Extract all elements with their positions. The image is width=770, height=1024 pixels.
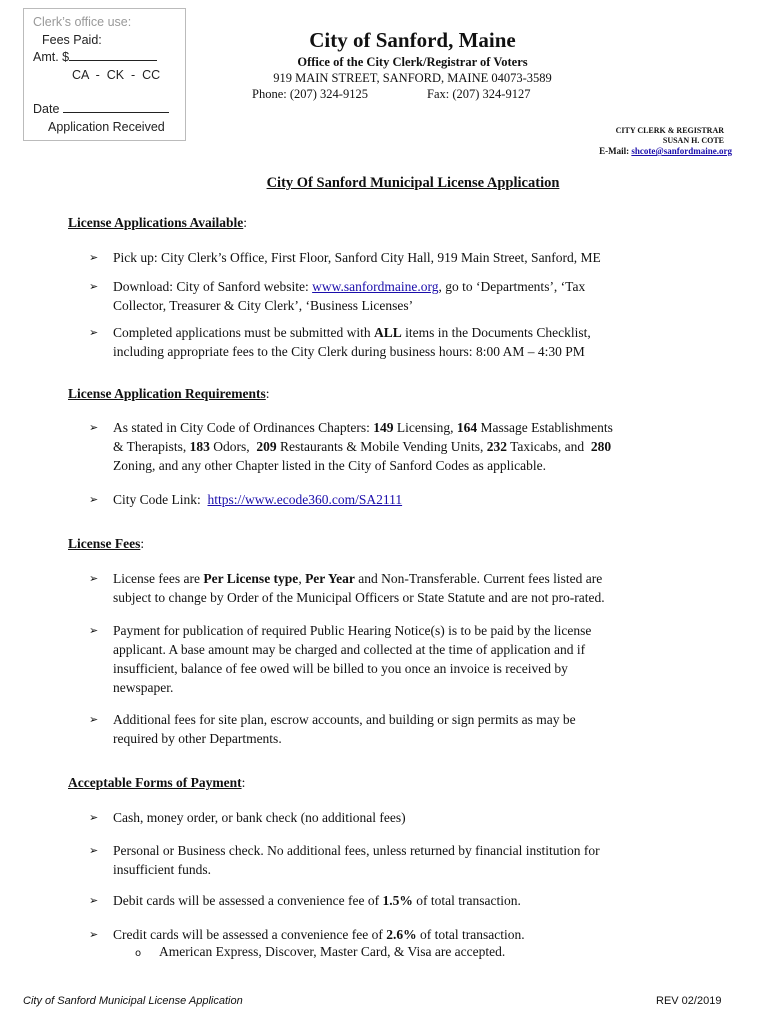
arrow-bullet-icon: ➢ xyxy=(89,713,99,726)
office-address: 919 MAIN STREET, SANFORD, MAINE 04073-3589 xyxy=(273,71,552,85)
arrow-bullet-icon: ➢ xyxy=(89,894,99,907)
section-heading-requirements: License Application Requirements: xyxy=(68,386,270,401)
circle-bullet-icon: o xyxy=(135,948,142,959)
sub-item-cards-accepted: o American Express, Discover, Master Card, & Visa are accepted. xyxy=(135,944,506,959)
footer-revision: REV 02/2019 xyxy=(656,995,722,1007)
section-heading-fees: License Fees: xyxy=(68,536,145,551)
clerk-role: CITY CLERK & REGISTRAR xyxy=(615,126,724,135)
date-label: Date xyxy=(33,102,60,116)
arrow-bullet-icon: ➢ xyxy=(89,811,99,824)
clerk-office-use-box xyxy=(23,8,186,141)
fees-paid-label: Fees Paid: xyxy=(42,33,102,47)
amount-field xyxy=(33,50,157,64)
office-phone: Phone: (207) 324-9125 xyxy=(252,87,368,101)
clerk-box-heading: Clerk’s office use: xyxy=(33,15,132,29)
amount-blank-line xyxy=(69,60,157,61)
section-heading-payment: Acceptable Forms of Payment: xyxy=(68,775,246,790)
office-name: Office of the City Clerk/Registrar of Voters xyxy=(297,55,528,69)
amount-label: Amt. $ xyxy=(33,50,70,64)
document-title: City Of Sanford Municipal License Application xyxy=(266,175,560,191)
arrow-bullet-icon: ➢ xyxy=(89,624,99,637)
clerk-email-line xyxy=(480,146,732,157)
arrow-bullet-icon: ➢ xyxy=(89,280,99,293)
arrow-bullet-icon: ➢ xyxy=(89,572,99,585)
arrow-bullet-icon: ➢ xyxy=(89,493,99,506)
arrow-bullet-icon: ➢ xyxy=(89,326,99,339)
arrow-bullet-icon: ➢ xyxy=(89,928,99,941)
date-field xyxy=(33,102,169,116)
website-link[interactable]: www.sanfordmaine.org xyxy=(312,279,439,294)
clerk-name: SUSAN H. COTE xyxy=(662,136,724,145)
arrow-bullet-icon: ➢ xyxy=(89,844,99,857)
arrow-bullet-icon: ➢ xyxy=(89,421,99,434)
footer-document-name: City of Sanford Municipal License Application xyxy=(23,995,243,1007)
payment-type-options: CA - CK - CC xyxy=(72,68,161,82)
arrow-bullet-icon: ➢ xyxy=(89,251,99,264)
application-received-label: Application Received xyxy=(48,120,165,134)
section-heading-available: License Applications Available: xyxy=(68,215,248,230)
city-title: City of Sanford, Maine xyxy=(309,28,516,52)
date-blank-line xyxy=(63,112,169,113)
city-code-link[interactable]: https://www.ecode360.com/SA2111 xyxy=(207,492,403,507)
clerk-email-link[interactable]: shcote@sanfordmaine.org xyxy=(631,146,732,156)
office-fax: Fax: (207) 324-9127 xyxy=(427,87,531,101)
email-label: E-Mail: xyxy=(599,146,632,156)
